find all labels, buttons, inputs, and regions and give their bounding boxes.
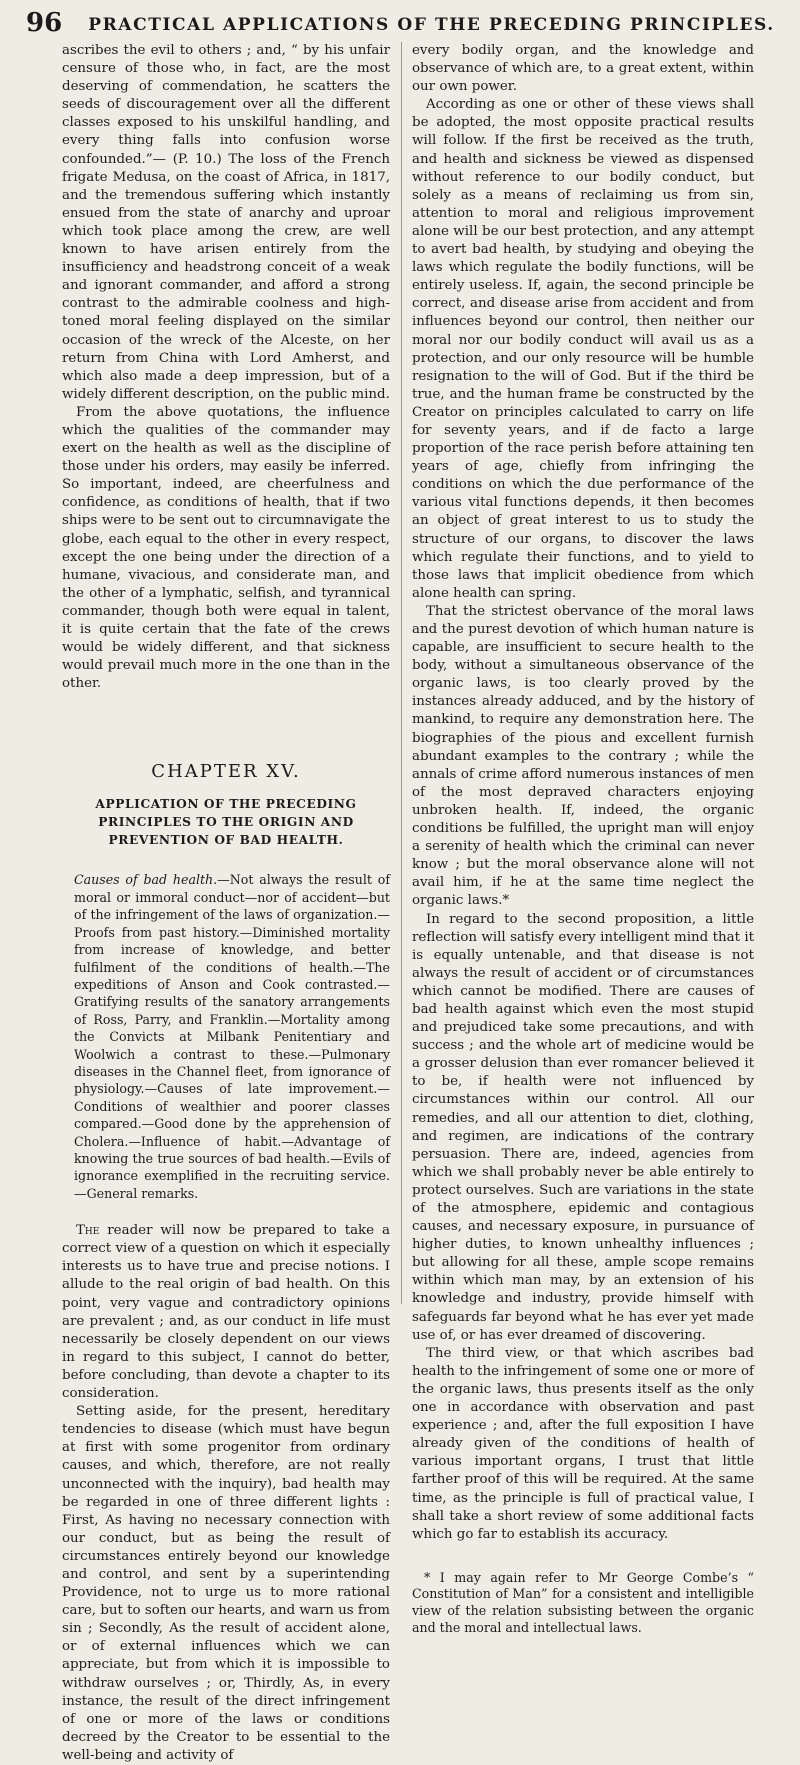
synopsis-text: —Not always the result of moral or immoral conduct—nor of accident—but of the infringement of the laws of organization.—Proofs from past history.—Diminished mortality from increase of knowledge, and better fulfilment of the conditions of health.—The expeditions of Anson and Cook contrasted.—Gratifying results of the sanatory arrangements of Ross, Parry, and Franklin.—Mortality among the Convicts at Milbank Penitentiary and Woolwich a contrast to these.—Pulmonary diseases in the Channel fleet, from ignorance of physiology.—Causes of late improvement.—Conditions of wealthier and poorer classes compared.—Good done by the apprehension of Cholera.—Influence of habit.—Advantage of knowing the true sources of bad health.—Evils of ignorance exemplified in the recruiting service.—General remarks.: [74, 872, 390, 1201]
running-head: PRACTICAL APPLICATIONS OF THE PRECEDING PRINCIPLES.: [88, 15, 775, 35]
paragraph-text: reader will now be prepared to take a correct view of a question on which it especially interests us to have true and precise notions. I allude to the real origin of bad health. On this point, very vague and contradictory opinions are prevalent ; and, as our conduct in life must necessarily be closely dependent on our views in regard to this subject, I cannot do better, before concluding, than devote a chapter to its consideration.: [62, 1223, 390, 1402]
paragraph-lead-word: The: [76, 1223, 100, 1239]
page-number: 96: [26, 8, 63, 38]
column-divider: [401, 42, 402, 1304]
paragraph: [62, 1222, 390, 1403]
paragraph: ascribes the evil to others ; and, “ by his unfair censure of those who, in fact, are the most deserving of commendation, he scatters the seeds of discouragement over all the different classes exposed to his unskilful handling, and every thing falls into confusion worse confounded.”— (P. 10.) The loss of the French frigate Medusa, on the coast of Africa, in 1817, and the tremendous suffering which instantly ensued from the state of anarchy and uproar which took place among the crew, are well known to have arisen entirely from the insufficiency and headstrong conceit of a weak and ignorant commander, and afford a strong contrast to the admirable coolness and high-toned moral feeling displayed on the similar occasion of the wreck of the Alceste, on her return from China with Lord Amherst, and which also made a deep impression, but of a widely different description, on the public mind.: [62, 43, 390, 402]
paragraph: From the above quotations, the influence which the qualities of the commander may exert on the health as well as the discipline of those under his orders, may easily be inferred. So important, indeed, are cheerfulness and confidence, as conditions of health, that if two ships were to be sent out to circumnavigate the globe, each equal to the other in every respect, except the one being under the direction of a humane, vivacious, and considerate man, and the other of a lymphatic, selfish, and tyrannical commander, though both were equal in talent, it is quite certain that the fate of the crews would be widely different, and that sickness would prevail much more in the one than in the other.: [62, 404, 390, 692]
paragraph: Setting aside, for the present, hereditary tendencies to disease (which must have begun at first with some progenitor from ordinary causes, and which, therefore, are not really unconnected with the inquiry), bad health may be regarded in one of three different lights : First, As having no necessary connection with our conduct, but as being the result of circumstances entirely beyond our knowledge and control, and sent by a superintending Providence, not to urge us to more rational care, but to soften our hearts, and warn us from sin ; Secondly, As the result of accident alone, or of external influences which we can appreciate, but from which it is impossible to withdraw ourselves ; or, Thirdly, As, in every instance, the result of the direct infringement of one or more of the laws or conditions decreed by the Creator to be essential to the well-being and activity of: [62, 1404, 391, 1763]
left-column: [62, 42, 391, 1763]
chapter-title: CHAPTER XV.: [151, 761, 301, 783]
paragraph: The third view, or that which ascribes bad health to the infringement of some one or more of the organic laws, thus presents itself as the only one in accordance with observation and past experience ; and, after the full exposition I have already given of the conditions of health of various important organs, I trust that little farther proof of this will be required. At the same time, as the principle is full of practical value, I shall take a short review of some additional facts which go far to establish its accuracy.: [412, 1345, 754, 1542]
paragraph: every bodily organ, and the knowledge and observance of which are, to a great extent, within our own power.: [412, 43, 754, 95]
chapter-subtitle: APPLICATION OF THE PRECEDING PRINCIPLES TO THE ORIGIN AND PREVENTION OF BAD HEALTH.: [95, 797, 357, 848]
paragraph: According as one or other of these views shall be adopted, the most opposite practical results will follow. If the first be received as the truth, and health and sickness be viewed as dispensed without reference to our bodily conduct, but solely as a means of reclaiming us from sin, attention to moral and religious improvement alone will be our best protection, and any attempt to avert bad health, by studying and obeying the laws which regulate the bodily functions, will be entirely useless. If, again, the second principle be correct, and disease arise from accident and from influences beyond our control, then neither our moral nor our bodily conduct will avail us as a protection, and our only resource will be humble resignation to the will of God. But if the third be true, and the human frame be constructed by the Creator on principles calculated to carry on life for seventy years, and if de facto a large proportion of the race perish before attaining ten years of age, chiefly from infringing the conditions on which the due performance of the various vital functions depends, it then becomes an object of great interest to us to study the structure of our organs, to discover the laws which regulate their functions, and to yield to those laws that implicit obedience from which alone health can spring.: [412, 97, 754, 601]
chapter-synopsis: [62, 871, 390, 1202]
page-header: [26, 2, 786, 38]
synopsis-lead: Causes of bad health.: [74, 872, 218, 888]
paragraph: In regard to the second proposition, a little reflection will satisfy every intelligent mind that it is equally untenable, and that disease is not always the result of accident or of circumstances which cannot be modified. There are causes of bad health against which even the most stupid and prejudiced take some precautions, and with success ; and the whole art of medicine would be a grosser delusion than ever romancer believed it to be, if health were not influenced by circumstances within our control. All our remedies, and all our attention to diet, clothing, and regimen, are indications of the contrary persuasion. There are, indeed, agencies from which we shall probably never be able entirely to protect ourselves. Such are variations in the state of the atmosphere, epidemic and contagious causes, and necessary exposure, in pursuance of higher duties, to known unhealthy influences ; but allowing for all these, ample scope remains within which man may, by an extension of his knowledge and industry, provide himself with safeguards far beyond what he has ever yet made use of, or has ever dreamed of discovering.: [412, 911, 754, 1343]
footnote: * I may again refer to Mr George Combe’s “ Constitution of Man” for a consistent and intelligible view of the relation subsisting between the organic and the moral and intellectual laws.: [412, 1569, 754, 1635]
paragraph: That the strictest obervance of the moral laws and the purest devotion of which human nature is capable, are insufficient to secure health to the body, without a simultaneous observance of the organic laws, is too clearly proved by the instances already adduced, and by the history of mankind, to require any demonstration here. The biographies of the pious and excellent furnish abundant examples to the contrary ; while the annals of crime afford numerous instances of men of the most depraved characters enjoying unbroken health. If, indeed, the organic conditions be fulfilled, the upright man will enjoy a serenity of health which the criminal can never know ; but the moral observance alone will not avail him, if he at the same time neglect the organic laws.*: [412, 603, 754, 909]
right-column: [412, 42, 754, 1635]
